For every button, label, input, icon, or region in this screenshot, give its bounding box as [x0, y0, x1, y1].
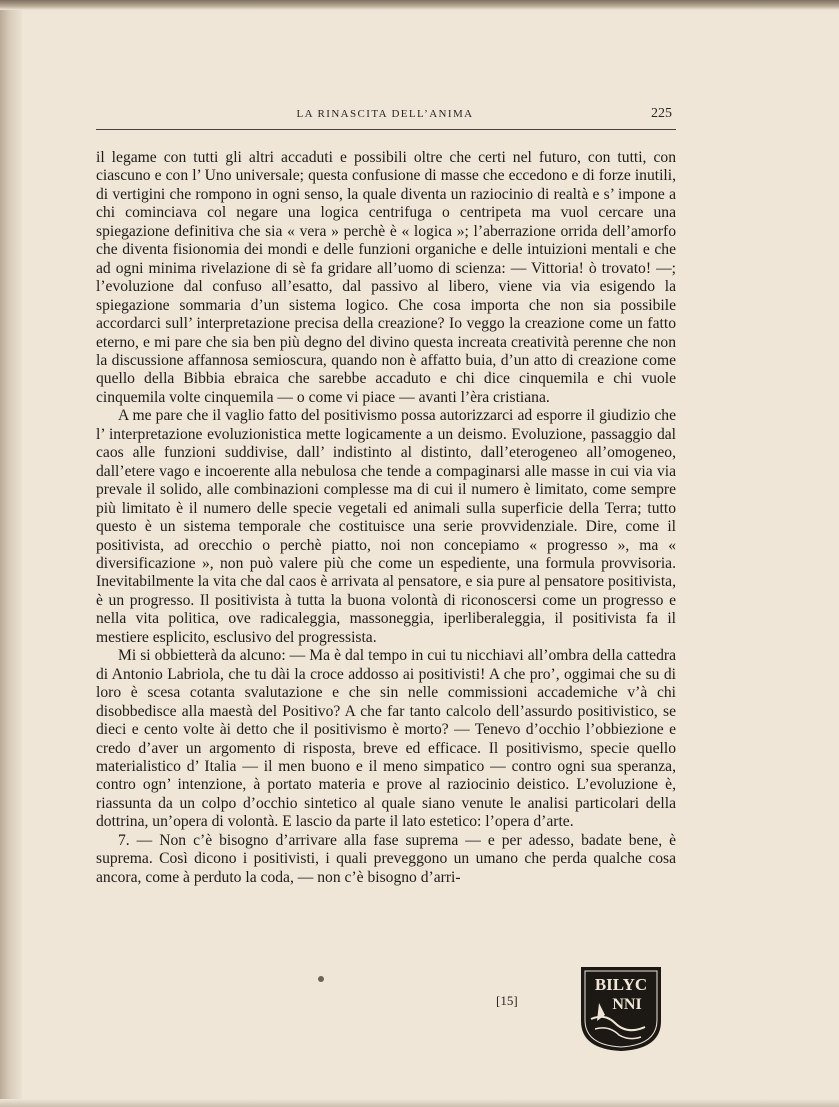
signature-folio: [15] — [496, 993, 518, 1008]
library-stamp-logo — [575, 963, 667, 1055]
ink-spot — [318, 976, 324, 982]
header-rule — [96, 129, 676, 130]
stamp-line-1: BILYC — [594, 975, 648, 994]
body-text — [96, 149, 676, 887]
running-head — [96, 106, 674, 126]
page-bottom-edge — [0, 1099, 839, 1107]
paragraph-3: Mi si obbietterà da alcuno: — Ma è dal tempo in cui tu nicchiavi all’ombra della cattedra di Antonio Labriola, che tu dài la croce addosso ai positivisti! A che pro’, oggimai che su di loro è scesa cotanta svalutazione e che sin nelle commissioni accademiche v’à chi disobbedisce alla maestà del Positivo? A che far tanto calcolo dell’assurdo positivistico, se dieci e cento volte ài detto che il positivismo è morto? — Tenevo d’occhio l’obbiezione e credo d’aver un argomento di risposta, breve ed efficace. Il positivismo, specie quello materialistico d’ Italia — il men buono e il meno simpatico — contro ogni sua speranza, contro ogn’ intenzione, à portato materia e prove al raziocinio deistico. L’evoluzione è, riassunta da un colpo d’occhio sintetico al quale siano venute le analisi particolari della dottrina, un’opera di volontà. E lascio da parte il lato estetico: l’opera d’arte. — [96, 647, 676, 831]
page-top-edge — [0, 0, 839, 10]
page-binding-edge — [0, 0, 22, 1107]
page-number: 225 — [651, 106, 672, 121]
paragraph-2: A me pare che il vaglio fatto del positivismo possa autorizzarci ad esporre il giudizio che l’ interpretazione evoluzionistica mette logicamente a un deismo. Evoluzione, passaggio dal caos alle funzioni suddivise, dall’ indistinto al distinto, dall’eterogeneo all’omogeneo, dall’etere vago e incoerente alla nebulosa che tende a compaginarsi alle masse in cui via via prevale il solido, alle combinazioni complesse ma di cui il numero è limitato, come sempre più limitato è il numero delle specie vegetali ed animali sulla superficie della Terra; tutto questo è un sistema temporale che costituisce una serie provvidenziale. Dire, come il positivista, ad orecchio o perchè piatto, noi non concepiamo « progresso », ma « diversificazione », non può valere più che come un espediente, una formula provvisoria. Inevitabilmente la vita che dal caos è arrivata al pensatore, e sia pure al pensatore positivista, è un progresso. Il positivista à tutta la buona volontà di riconoscersi come un progresso e nella vita politica, ove radicaleggia, massoneggia, iperliberaleggia, il positivista fa il mestiere esplicito, esclusivo del progressista. — [96, 407, 676, 646]
paragraph-1: il legame con tutti gli altri accaduti e possibili oltre che certi nel futuro, con tutti, con ciascuno e con l’ Uno universale; questa confusione di masse che eccedono e di forze inutili, di vertigini che rompono in ogni senso, la quale diventa un raziocinio di realtà e s’ impone a chi cominciava col negare una logica centrifuga o centripeta ma vuol cercare una spiegazione definitiva che sia « vera » perchè è « logica »; l’aberrazione orrida dell’amorfo che diventa fisionomia dei mondi e delle funzioni organiche e delle intuizioni mentali e che ad ogni minima rivelazione di sè fa gridare all’uomo di scienza: — Vittoria! ò trovato! —; l’evoluzione dal confuso all’esatto, dal passivo al libero, viene via via esigendo la spiegazione sommaria d’un sistema logico. Che cosa importa che non sia possibile accordarci sull’ interpretazione precisa della creazione? Io veggo la creazione come un fatto eterno, e mi pare che sia ben più degno del divino questa increata creatività perenne che non la discussione affannosa semioscura, quando non è affatto buia, d’un atto di creazione come quello della Bibbia ebraica che sarebbe accaduto e chi dice cinquemila e chi vuole cinquemila volte cinquemila — o come vi piace — avanti l’èra cristiana. — [96, 149, 676, 406]
paragraph-4: 7. — Non c’è bisogno d’arrivare alla fase suprema — e per adesso, badate bene, è suprema. Così dicono i positivisti, i quali preveggono un umano che perda qualche cosa ancora, come à perduto la coda, — non c’è bisogno d’arri- — [96, 831, 676, 886]
stamp-line-2: NNI — [612, 996, 642, 1013]
running-title: LA RINASCITA DELL’ANIMA — [296, 108, 474, 120]
